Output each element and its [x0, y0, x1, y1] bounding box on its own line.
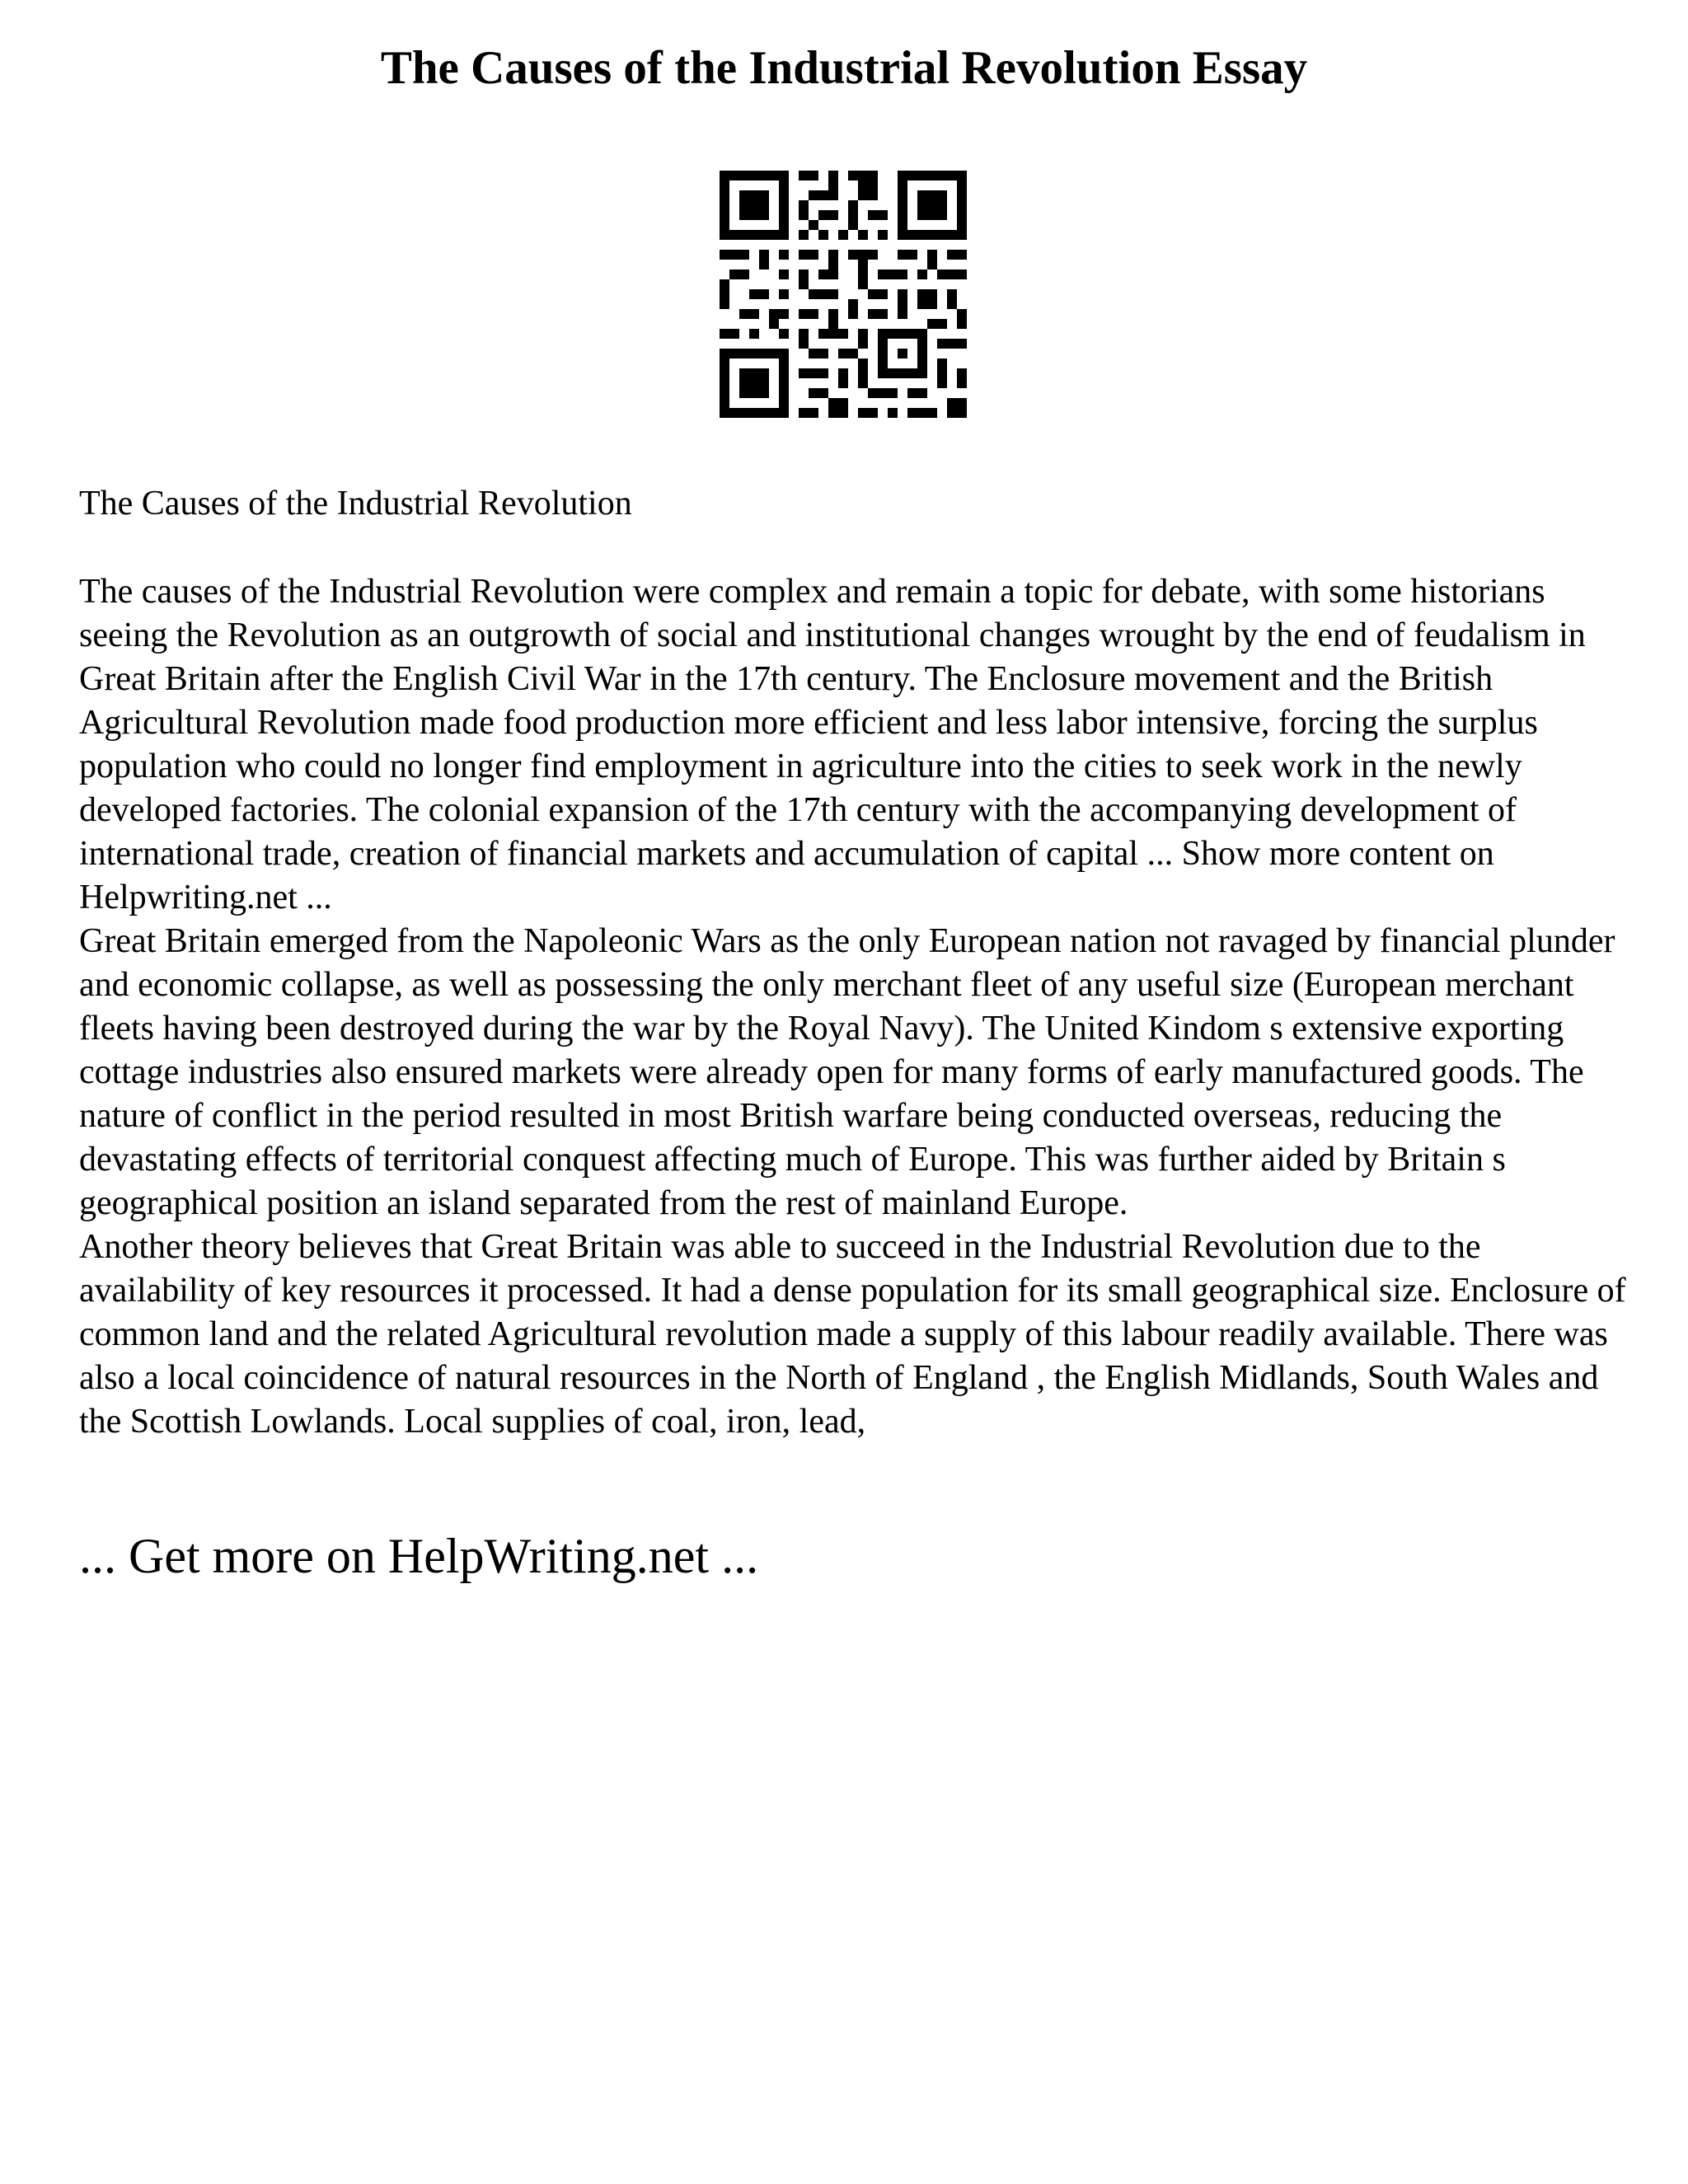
get-more-link[interactable]: ... Get more on HelpWriting.net ... [79, 1529, 759, 1583]
qr-code-icon [720, 171, 967, 418]
essay-body [79, 570, 1641, 1444]
document-title: The Causes of the Industrial Revolution Essay [380, 42, 1308, 94]
section-heading: The Causes of the Industrial Revolution [79, 485, 632, 523]
paragraph: The causes of the Industrial Revolution were complex and remain a topic for debate, with some historians seeing the Revolution as an outgrowth of social and institutional changes wrought by the end of feudalism in Great Britain after the English Civil War in the 17th century. The Enclosure movement and the British Agricultural Revolution made food production more efficient and less labor intensive, forcing the surplus population who could no longer find employment in agriculture into the cities to seek work in the newly developed factories. The colonial expansion of the 17th century with the accompanying development of international trade, creation of financial markets and accumulation of capital ... Show more content on Helpwriting.net ... [79, 573, 1586, 916]
paragraph: Another theory believes that Great Britain was able to succeed in the Industrial Revolution due to the availability of key resources it processed. It had a dense population for its small geographical size. Enclosure of common land and the related Agricultural revolution made a supply of this labour readily available. There was also a local coincidence of natural resources in the North of England , the English Midlands, South Wales and the Scottish Lowlands. Local supplies of coal, iron, lead, [79, 1228, 1626, 1441]
paragraph: Great Britain emerged from the Napoleonic Wars as the only European nation not ravaged by financial plunder and economic collapse, as well as possessing the only merchant fleet of any useful size (European merchant fleets having been destroyed during the war by the Royal Navy). The United Kindom s extensive exporting cottage industries also ensured markets were already open for many forms of early manufactured goods. The nature of conflict in the period resulted in most British warfare being conducted overseas, reducing the devastating effects of territorial conquest affecting much of Europe. This was further aided by Britain s geographical position an island separated from the rest of mainland Europe. [79, 922, 1615, 1222]
